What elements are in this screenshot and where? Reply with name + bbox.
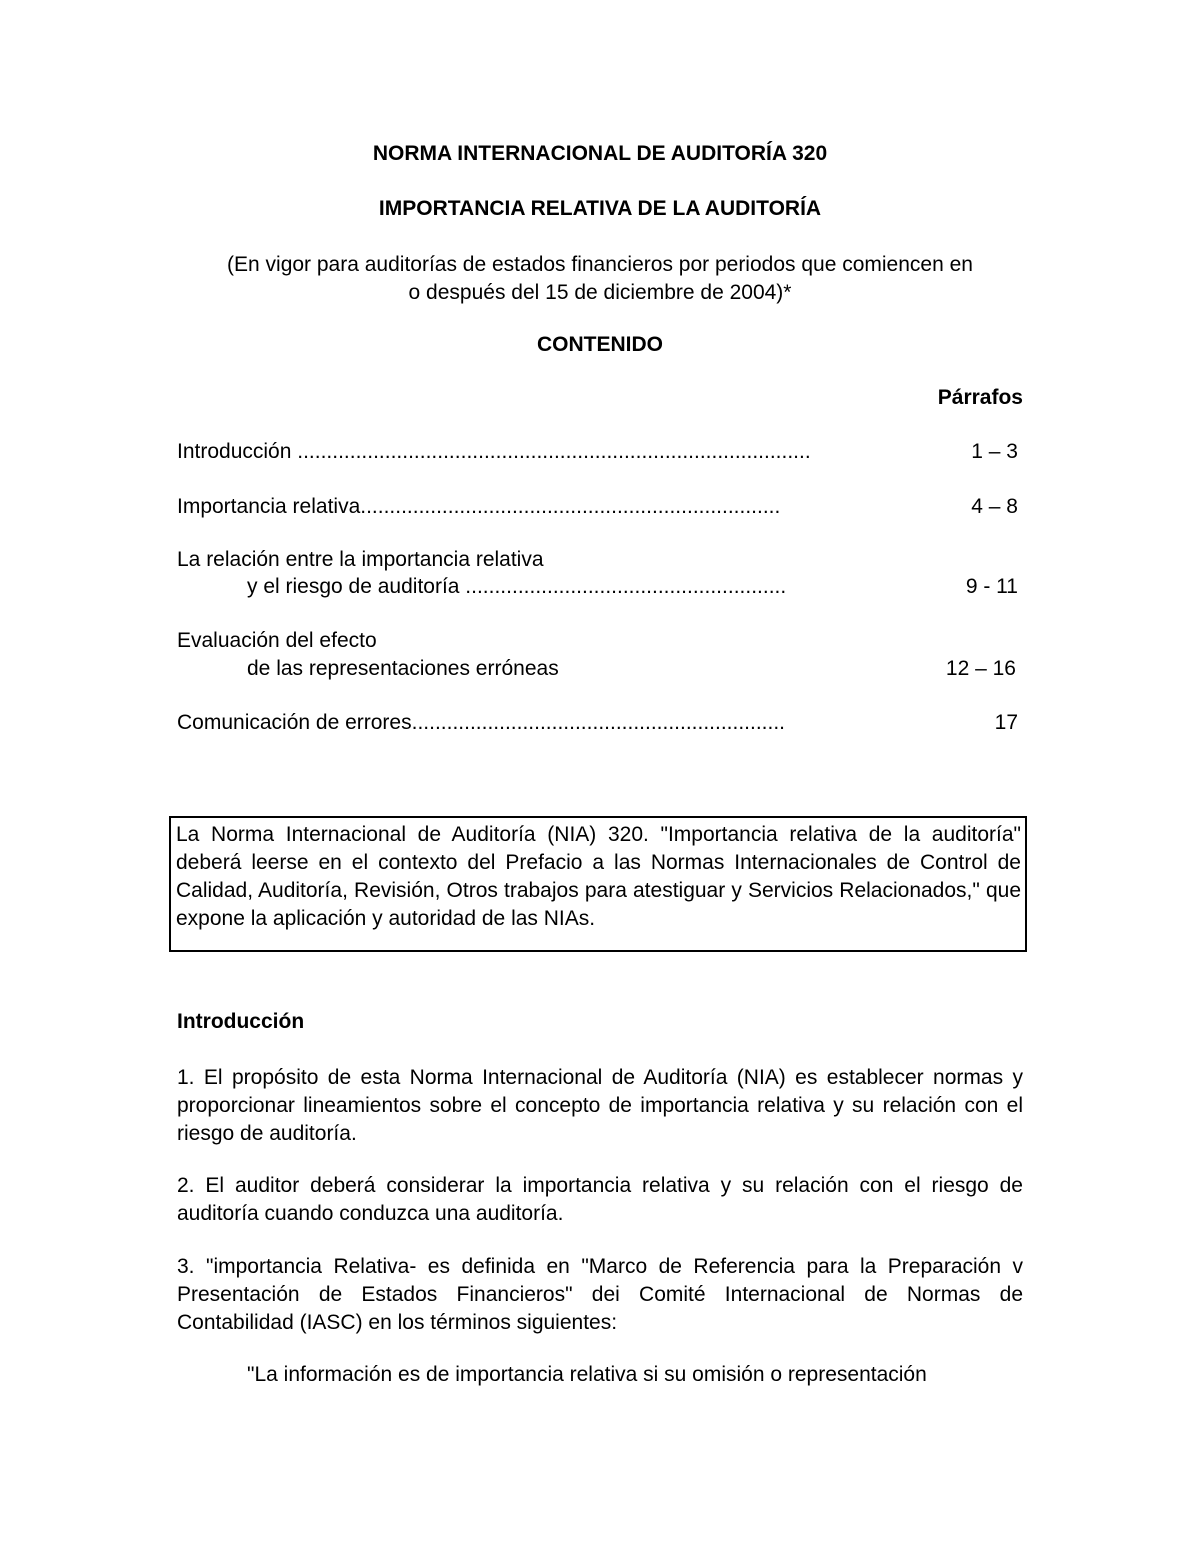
toc-label: Introducción xyxy=(177,440,292,463)
toc-paragraphs: 1 – 3 xyxy=(971,440,1018,463)
toc-item-comunicacion xyxy=(177,711,785,735)
toc-leader: ................................................................ xyxy=(411,711,786,734)
toc-paragraphs: 9 - 11 xyxy=(965,575,1018,598)
toc-leader: ........................................................................ xyxy=(360,495,781,518)
quote-paragraph: "La información es de importancia relativa si su omisión o representación xyxy=(247,1363,927,1386)
paragraph-2: 2. El auditor deberá considerar la importancia relativa y su relación con el riesgo de auditoría cuando conduzca una auditoría. xyxy=(177,1174,1023,1225)
contents-heading: CONTENIDO xyxy=(537,333,663,356)
effective-line-2: o después del 15 de diciembre de 2004)* xyxy=(408,281,792,304)
toc-leader: ........................................................................................ xyxy=(291,440,811,463)
toc-leader: ....................................................... xyxy=(459,575,787,598)
toc-label: y el riesgo de auditoría xyxy=(247,575,460,598)
toc-item-relacion-line1: La relación entre la importancia relativa xyxy=(177,548,544,571)
document-title: NORMA INTERNACIONAL DE AUDITORÍA 320 xyxy=(372,142,828,165)
toc-paragraphs: 12 – 16 xyxy=(945,657,1016,680)
effective-date-note xyxy=(0,251,1200,307)
toc-label: Comunicación de errores xyxy=(177,711,412,734)
toc-item-evaluacion-line1: Evaluación del efecto xyxy=(177,629,377,652)
toc-item-evaluacion-line2: de las representaciones erróneas xyxy=(247,657,559,680)
toc-item-importancia-relativa xyxy=(177,495,780,519)
introduction-heading: Introducción xyxy=(177,1010,305,1033)
effective-line-1: (En vigor para auditorías de estados financieros por periodos que comiencen en xyxy=(227,253,973,276)
toc-paragraphs: 4 – 8 xyxy=(971,495,1018,518)
document-subtitle: IMPORTANCIA RELATIVA DE LA AUDITORÍA xyxy=(378,197,822,220)
toc-label: Importancia relativa xyxy=(177,495,361,518)
paragraphs-column-header: Párrafos xyxy=(937,386,1023,409)
paragraph-1: 1. El propósito de esta Norma Internacional de Auditoría (NIA) es establecer normas y proporcionar lineamientos sobre el concepto de importancia relativa y su relación con el riesgo de auditoría. xyxy=(177,1066,1023,1145)
notice-box: La Norma Internacional de Auditoría (NIA) 320. "Importancia relativa de la auditoría" deberá leerse en el contexto del Prefacio a las Normas Internacionales de Control de Calidad, Auditoría, Revisión, Otros trabajos para atestiguar y Servicios Relacionados," que expone la aplicación y autoridad de las NIAs. xyxy=(169,816,1027,952)
paragraph-3: 3. "importancia Relativa- es definida en "Marco de Referencia para la Preparación v Presentación de Estados Financieros" dei Comité Internacional de Normas de Contabilidad (IASC) en los términos siguientes: xyxy=(177,1255,1023,1334)
toc-paragraphs: 17 xyxy=(994,711,1018,734)
toc-item-relacion-line2 xyxy=(247,575,786,599)
toc-item-introduccion xyxy=(177,440,811,464)
